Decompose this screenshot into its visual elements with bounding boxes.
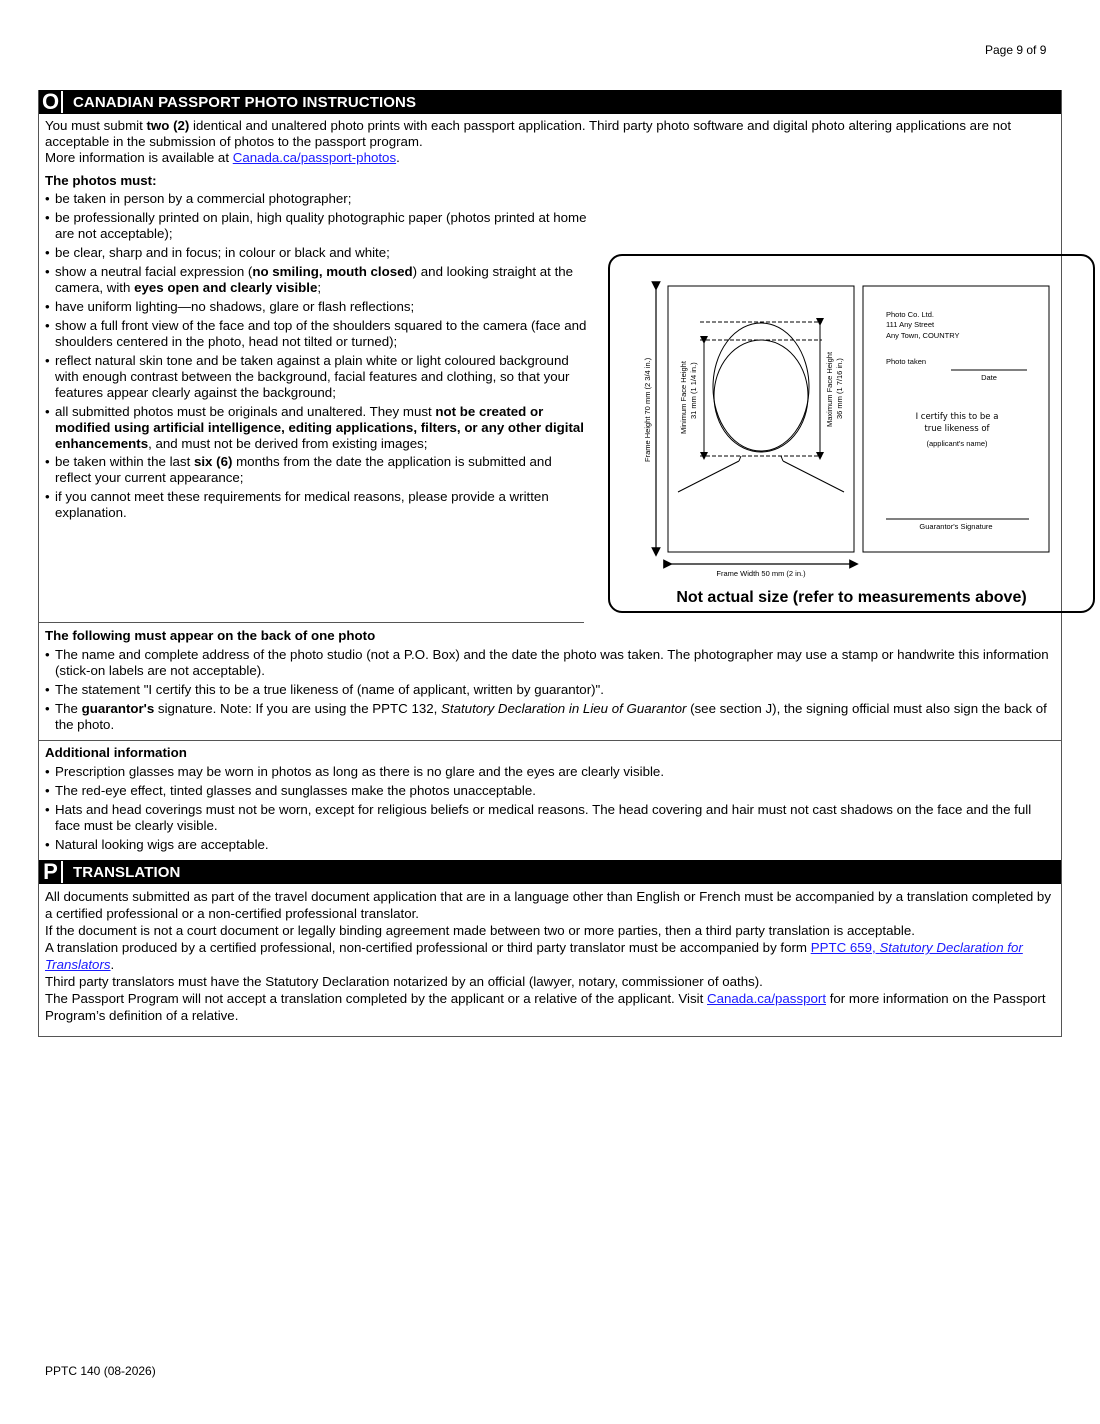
item-italic: Statutory Declaration in Lieu of Guarantor [441, 701, 687, 716]
section-o-header [39, 90, 1061, 114]
max-face-label-2: 36 mm (1 7/16 in.) [835, 358, 844, 419]
list-item: • be clear, sharp and in focus; in colour or black and white; [45, 245, 590, 261]
link-text[interactable]: PPTC 659, [810, 940, 880, 955]
list-item: • have uniform lighting—no shadows, glare or flash reflections; [45, 299, 590, 315]
photo-diagram-drawing [610, 256, 1093, 586]
additional-info-section [39, 741, 1061, 860]
translation-para: If the document is not a court document or legally binding agreement made between two or more parties, then a third party translation is acceptable. [45, 923, 915, 938]
list-item: • reflect natural skin tone and be taken against a plain white or light coloured background with enough contrast between the background, facial features and clothing, so that your features appear clearly against the background; [45, 353, 590, 401]
back-of-photo-section [39, 624, 1061, 740]
translation-para [45, 939, 1055, 973]
item-bold: no smiling, mouth closed [252, 264, 413, 279]
intro-text-cont: identical and unaltered photo prints with each passport application. Third party photo software and digital photo altering applications are not acceptable in the submission of photos to the passport program. [45, 118, 1012, 149]
list-item [45, 454, 590, 486]
date-label: Date [981, 373, 997, 382]
section-o-letter: O [40, 91, 63, 113]
list-item: • The name and complete address of the photo studio (not a P.O. Box) and the date the photo was taken. The photographer may use a stamp or handwrite this information (stick-on labels are not acceptable). [45, 647, 1055, 679]
section-o-title: CANADIAN PASSPORT PHOTO INSTRUCTIONS [73, 93, 417, 111]
studio-town: Any Town, COUNTRY [886, 331, 960, 340]
more-info-line [45, 150, 1055, 166]
translation-para [45, 990, 1055, 1024]
form-code-footer: PPTC 140 (08-2026) [45, 1364, 156, 1378]
list-item: • Natural looking wigs are acceptable. [45, 837, 1055, 853]
para-text: . [110, 957, 115, 972]
item-bold: six (6) [193, 454, 233, 469]
translation-para: All documents submitted as part of the travel document application that are in a language other than English or French must be accompanied by a translation completed by a certified professional or a non-certified professional translator. [45, 889, 1051, 921]
list-item: • if you cannot meet these requirements for medical reasons, please provide a written explanation. [45, 489, 590, 521]
item-bold: eyes open and clearly visible [134, 280, 318, 295]
period: . [396, 150, 400, 165]
guarantor-signature-label: Guarantor's Signature [919, 522, 993, 531]
list-item: • The statement "I certify this to be a true likeness of (name of applicant, written by guarantor)". [45, 682, 1055, 698]
studio-name: Photo Co. Ltd. [886, 310, 934, 319]
link-text-italic[interactable]: Statutory Declaration for Translators [45, 940, 1023, 972]
item-text: The [55, 701, 82, 716]
list-item: • be taken in person by a commercial photographer; [45, 191, 590, 207]
item-text: ) and looking straight at the camera, with [55, 264, 574, 295]
item-text: months from the date the application is submitted and reflect your current appearance; [55, 454, 552, 485]
item-text: all submitted photos must be originals and unaltered. They must [55, 404, 436, 419]
studio-street: 111 Any Street [886, 320, 935, 329]
max-face-label-1: Maximum Face Height [825, 351, 834, 427]
list-item: • Hats and head coverings must not be worn, except for religious beliefs or medical reasons. The head covering and hair must not cast shadows on the face and the full face must be clearly visible. [45, 802, 1055, 834]
photo-taken-label: Photo taken [886, 357, 927, 366]
intro-text: You must submit [45, 118, 147, 133]
translation-section [39, 884, 1061, 1036]
para-text: for more information on the Passport Program’s definition of a relative. [45, 991, 1046, 1023]
item-text: signature. Note: If you are using the PPTC 132, [154, 701, 442, 716]
additional-heading: Additional information [45, 745, 187, 760]
list-item: • be professionally printed on plain, high quality photographic paper (photos printed at home are not acceptable); [45, 210, 590, 242]
diagram-caption: Not actual size (refer to measurements above) [676, 589, 1027, 606]
item-text: ; [317, 280, 322, 295]
certify-line-1: I certify this to be a [915, 412, 999, 422]
photo-requirements-list [39, 170, 590, 524]
section-p-letter: P [40, 861, 63, 883]
frame-height-label: Frame Height 70 mm (2 3/4 in.) [643, 357, 652, 462]
list-item [45, 701, 1055, 733]
item-bold: guarantor's [81, 701, 155, 716]
section-p-title: TRANSLATION [73, 863, 181, 881]
photo-requirements-area [39, 170, 1061, 624]
item-text: be taken within the last [55, 454, 194, 469]
item-text: , and must not be derived from existing images; [148, 436, 428, 451]
list-item: • Prescription glasses may be worn in photos as long as there is no glare and the eyes are clearly visible. [45, 764, 1055, 780]
section-p-header [39, 860, 1061, 884]
certify-line-2: true likeness of [924, 424, 990, 434]
list-item [45, 404, 590, 452]
item-text: show a neutral facial expression ( [55, 264, 253, 279]
page-number: Page 9 of 9 [985, 43, 1047, 57]
item-text: (see section J), the signing official must also sign the back of the photo. [55, 701, 1047, 732]
item-bold: not be created or modified using artificial intelligence, editing applications, filters, or any other digital enhancements [55, 404, 584, 451]
intro-paragraph [45, 118, 1055, 150]
list-item: • show a full front view of the face and top of the shoulders squared to the camera (face and shoulders centered in the photo, head not tilted or turned); [45, 318, 590, 350]
divider-short [39, 622, 584, 623]
para-text: The Passport Program will not accept a translation completed by the applicant or a relative of the applicant. Visit [45, 991, 707, 1006]
translation-para: Third party translators must have the Statutory Declaration notarized by an official (lawyer, notary, commissioner of oaths). [45, 974, 763, 989]
list-item [45, 264, 590, 296]
photo-intro [39, 114, 1061, 170]
min-face-label-1: Minimum Face Height [679, 361, 688, 434]
para-text: A translation produced by a certified professional, non-certified professional or third party translator must be accompanied by form [45, 940, 811, 955]
min-face-label-2: 31 mm (1 1/4 in.) [689, 362, 698, 419]
must-heading: The photos must: [45, 173, 157, 188]
applicant-name-label: (applicant's name) [926, 439, 988, 448]
frame-width-label: Frame Width 50 mm (2 in.) [716, 569, 806, 578]
list-item: • The red-eye effect, tinted glasses and sunglasses make the photos unacceptable. [45, 783, 1055, 799]
photo-diagram [608, 254, 1095, 613]
intro-bold-count: two (2) [146, 118, 190, 133]
more-info-text: More information is available at [45, 150, 233, 165]
form-body [38, 90, 1062, 1037]
canada-passport-link[interactable]: Canada.ca/passport [707, 991, 827, 1006]
back-heading: The following must appear on the back of one photo [45, 628, 376, 643]
passport-photos-link[interactable]: Canada.ca/passport-photos [232, 150, 397, 165]
